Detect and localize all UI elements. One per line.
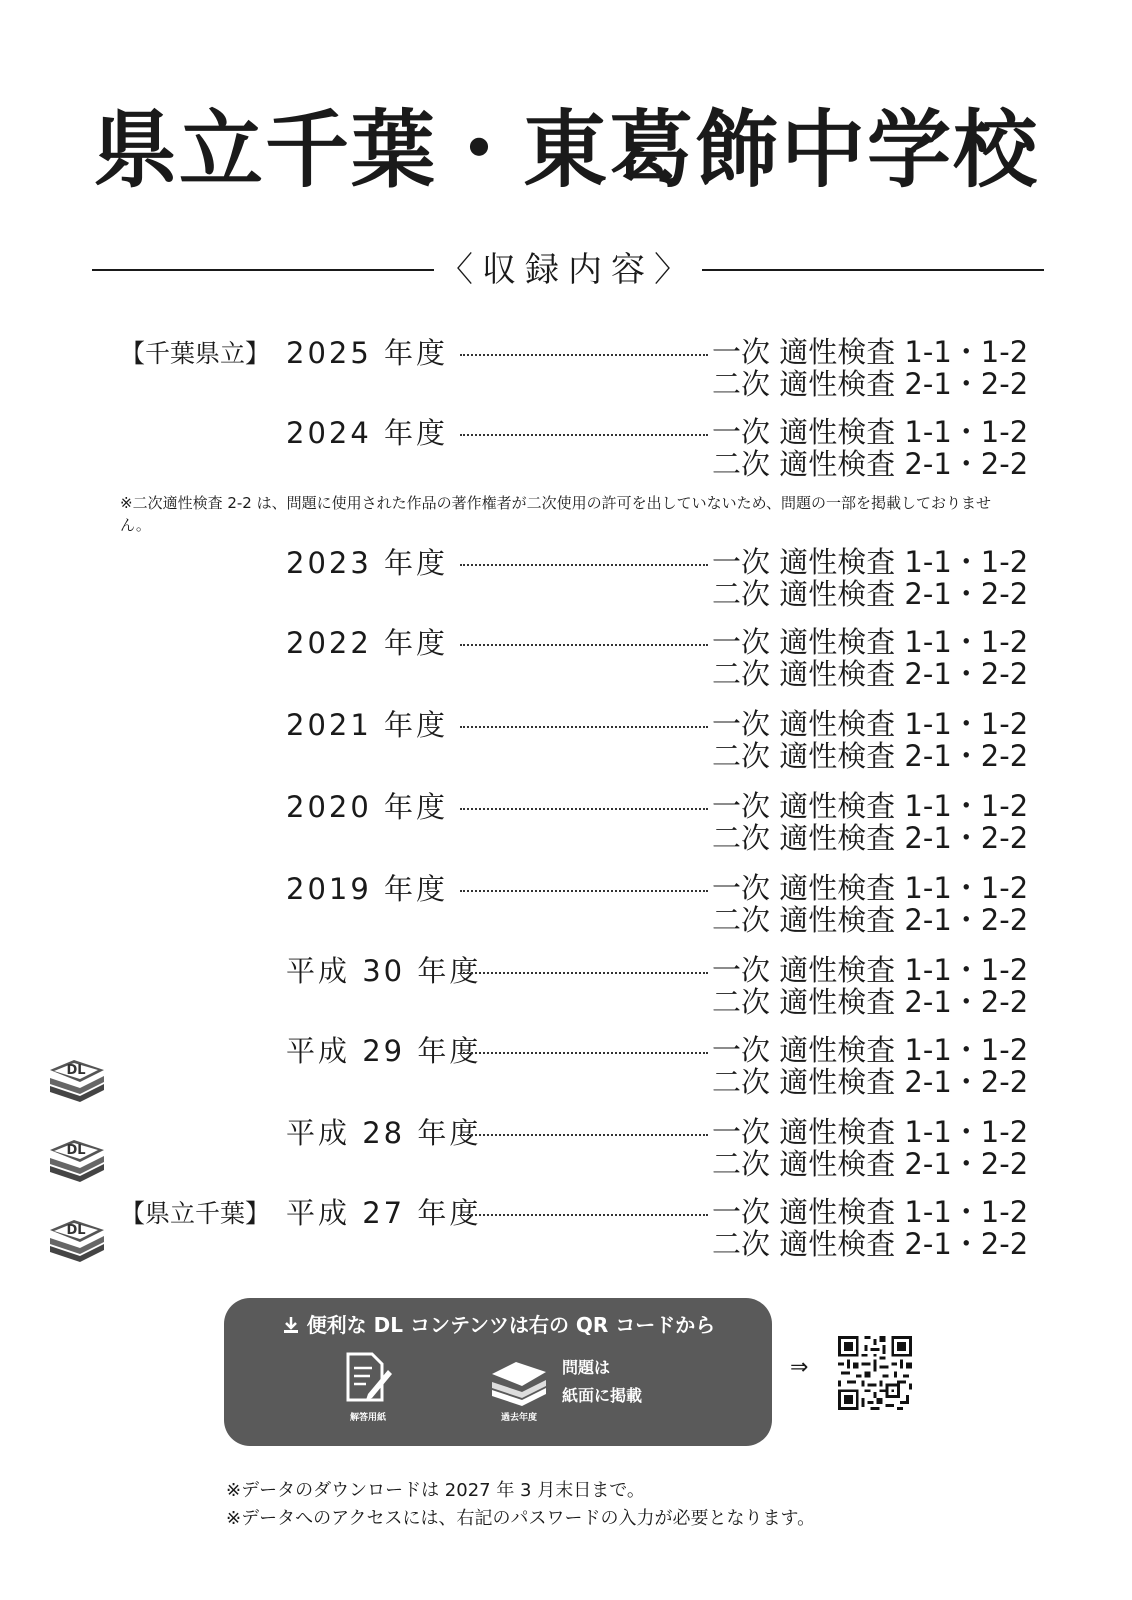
entry-exam-first: 一次 適性検査 1-1・1-2 xyxy=(712,707,1029,741)
contents-entry xyxy=(0,336,1132,402)
entry-year: 2020 年度 xyxy=(286,790,449,824)
entry-year: 2021 年度 xyxy=(286,708,449,742)
dl-contents-banner xyxy=(224,1298,772,1446)
entry-exam-second: 二次 適性検査 2-1・2-2 xyxy=(712,821,1029,855)
dl-book-icon xyxy=(44,1126,108,1182)
download-icon xyxy=(281,1315,301,1335)
entry-exam-second: 二次 適性検査 2-1・2-2 xyxy=(712,367,1029,401)
past-exam-caption: 過去年度 xyxy=(500,1413,537,1423)
book-stack-icon xyxy=(488,1352,550,1406)
entry-category: 【千葉県立】 xyxy=(120,339,271,368)
entry-year: 平成 28 年度 xyxy=(286,1116,482,1150)
entry-year: 平成 30 年度 xyxy=(286,954,482,988)
entry-exam-first: 一次 適性検査 1-1・1-2 xyxy=(712,1115,1029,1149)
entry-exam-second: 二次 適性検査 2-1・2-2 xyxy=(712,1227,1029,1261)
divider-left xyxy=(92,269,434,271)
entry-exam-first: 一次 適性検査 1-1・1-2 xyxy=(712,1033,1029,1067)
dl-label: DL xyxy=(66,1063,86,1078)
contents-entry xyxy=(0,954,1132,1020)
dot-leader xyxy=(460,972,708,974)
entry-exam-second: 二次 適性検査 2-1・2-2 xyxy=(712,985,1029,1019)
divider-right xyxy=(702,269,1044,271)
contents-entry xyxy=(0,1034,1132,1100)
entry-exam-second: 二次 適性検査 2-1・2-2 xyxy=(712,1065,1029,1099)
answer-sheet-icon xyxy=(342,1350,394,1406)
answer-sheet-caption: 解答用紙 xyxy=(349,1413,386,1423)
contents-entry xyxy=(0,1196,1132,1262)
dot-leader xyxy=(460,808,708,810)
past-exam-note-line1: 問題は xyxy=(562,1358,611,1377)
qr-code[interactable] xyxy=(838,1336,912,1410)
contents-entry xyxy=(0,626,1132,692)
entry-exam-first: 一次 適性検査 1-1・1-2 xyxy=(712,789,1029,823)
dot-leader xyxy=(460,726,708,728)
entry-exam-second: 二次 適性検査 2-1・2-2 xyxy=(712,903,1029,937)
past-exam-note-line2: 紙面に掲載 xyxy=(562,1386,643,1405)
contents-entry xyxy=(0,1116,1132,1182)
entry-exam-first: 一次 適性検査 1-1・1-2 xyxy=(712,335,1029,369)
contents-entry xyxy=(0,708,1132,774)
footnote-password: ※データへのアクセスには、右記のパスワードの入力が必要となります。 xyxy=(226,1508,816,1529)
dot-leader xyxy=(460,1134,708,1136)
entry-category: 【県立千葉】 xyxy=(120,1199,271,1228)
entry-year: 2022 年度 xyxy=(286,626,449,660)
arrow-icon: ⇒ xyxy=(790,1355,809,1380)
answer-sheet-item xyxy=(342,1350,394,1423)
entry-exam-first: 一次 適性検査 1-1・1-2 xyxy=(712,1195,1029,1229)
dot-leader xyxy=(460,354,708,356)
contents-entry xyxy=(0,872,1132,938)
dot-leader xyxy=(460,434,708,436)
section-header xyxy=(92,248,1044,292)
entry-year: 2023 年度 xyxy=(286,546,449,580)
entry-exam-second: 二次 適性検査 2-1・2-2 xyxy=(712,1147,1029,1181)
dot-leader xyxy=(460,890,708,892)
past-exam-item xyxy=(488,1352,550,1423)
entry-exam-second: 二次 適性検査 2-1・2-2 xyxy=(712,577,1029,611)
dl-book-icon xyxy=(44,1046,108,1102)
banner-heading-text: 便利な DL コンテンツは右の QR コードから xyxy=(306,1313,716,1337)
dot-leader xyxy=(460,1052,708,1054)
copyright-note: ※二次適性検査 2-2 は、問題に使用された作品の著作権者が二次使用の許可を出していないため、問題の一部を掲載しておりません。 xyxy=(120,494,992,534)
entry-exam-first: 一次 適性検査 1-1・1-2 xyxy=(712,871,1029,905)
entry-exam-first: 一次 適性検査 1-1・1-2 xyxy=(712,415,1029,449)
entry-exam-second: 二次 適性検査 2-1・2-2 xyxy=(712,447,1029,481)
page-title: 県立千葉・東葛飾中学校 xyxy=(92,101,1039,199)
entry-exam-first: 一次 適性検査 1-1・1-2 xyxy=(712,625,1029,659)
dot-leader xyxy=(460,1214,708,1216)
entry-exam-second: 二次 適性検査 2-1・2-2 xyxy=(712,657,1029,691)
entry-year: 平成 27 年度 xyxy=(286,1196,482,1230)
entry-exam-second: 二次 適性検査 2-1・2-2 xyxy=(712,739,1029,773)
contents-entry xyxy=(0,416,1132,482)
contents-entry xyxy=(0,546,1132,612)
entry-year: 2024 年度 xyxy=(286,416,449,450)
entry-year: 2019 年度 xyxy=(286,872,449,906)
footnote-download-period: ※データのダウンロードは 2027 年 3 月末日まで。 xyxy=(226,1480,645,1501)
entry-exam-first: 一次 適性検査 1-1・1-2 xyxy=(712,545,1029,579)
banner-heading xyxy=(224,1312,772,1338)
entry-year: 平成 29 年度 xyxy=(286,1034,482,1068)
dl-book-icon xyxy=(44,1206,108,1262)
dot-leader xyxy=(460,564,708,566)
entry-year: 2025 年度 xyxy=(286,336,449,370)
dl-label: DL xyxy=(66,1143,86,1158)
dot-leader xyxy=(460,644,708,646)
section-title: 〈収録内容〉 xyxy=(439,250,697,290)
dl-label: DL xyxy=(66,1223,86,1238)
entry-exam-first: 一次 適性検査 1-1・1-2 xyxy=(712,953,1029,987)
contents-entry xyxy=(0,790,1132,856)
